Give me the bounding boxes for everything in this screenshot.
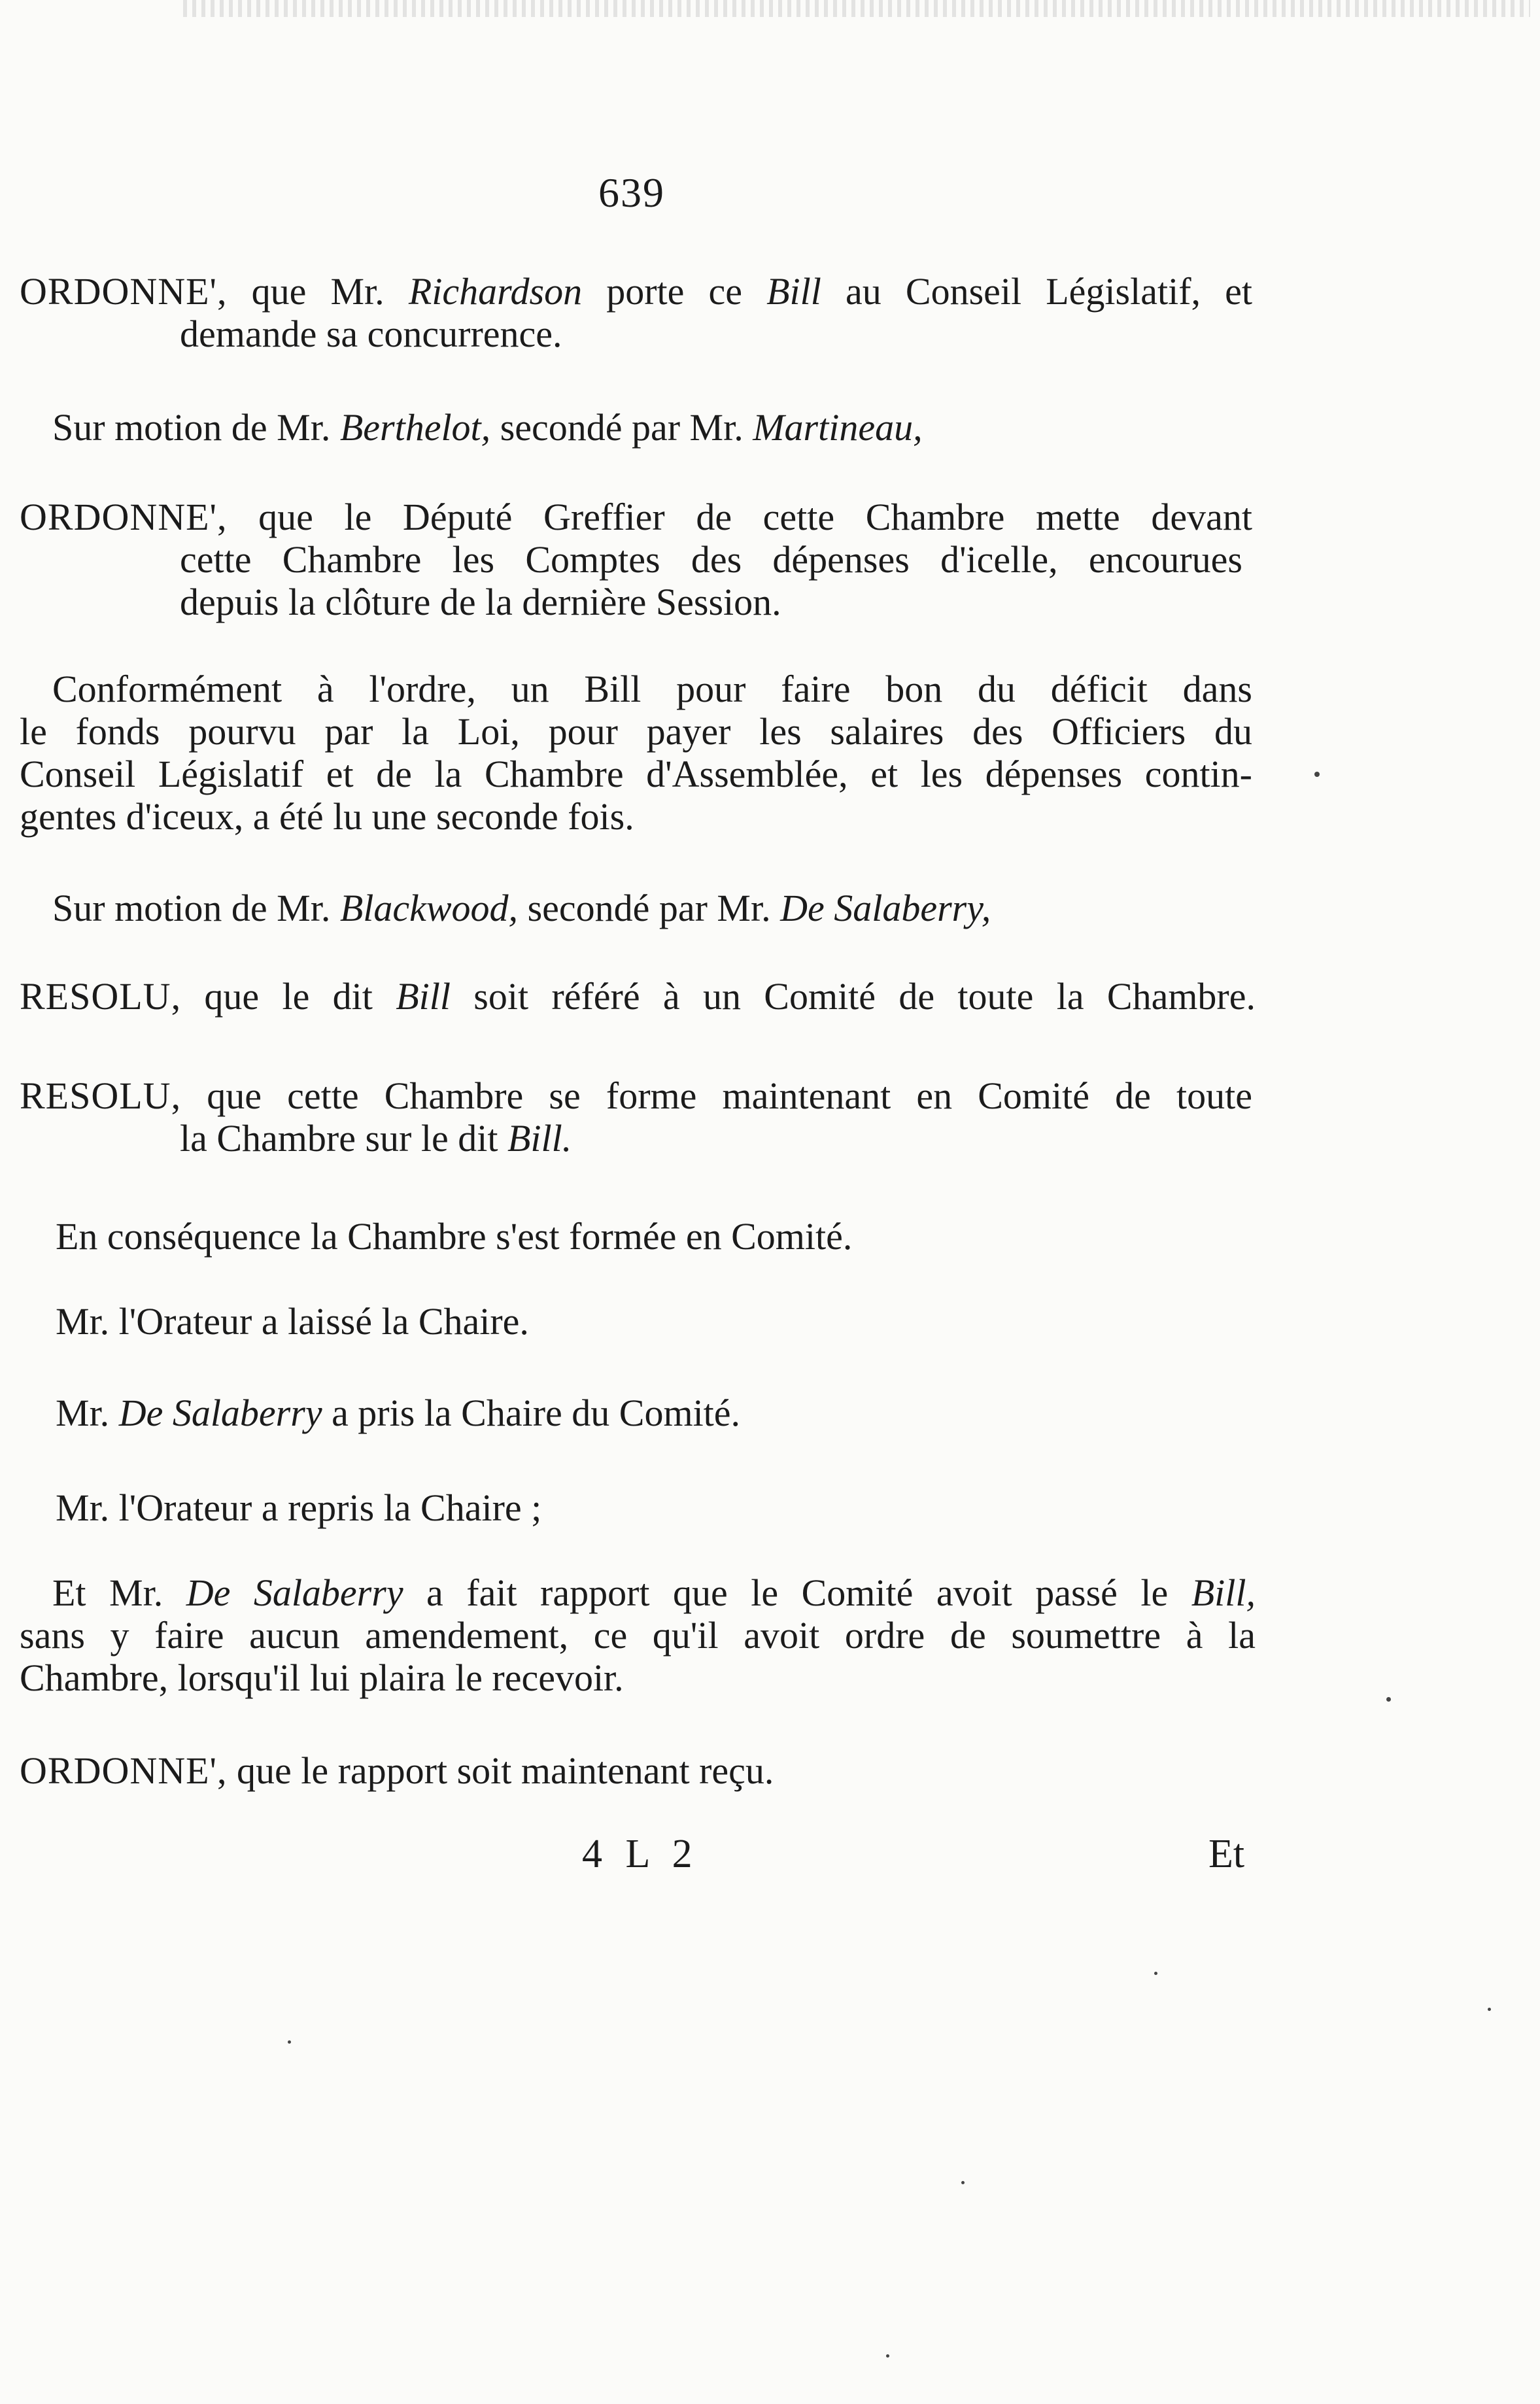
text-run: que le Député Greffier de cette Chambre mette devant — [227, 496, 1252, 538]
text-line — [20, 268, 1252, 315]
text-run: a pris la Chaire du Comité. — [322, 1392, 741, 1434]
text-line: Chambre, lorsqu'il lui plaira le recevoir. — [20, 1657, 624, 1699]
ink-speck — [886, 2354, 889, 2358]
name-italic: De Salaberry — [118, 1392, 322, 1434]
text-line: gentes d'iceux, a été lu une seconde fois. — [20, 795, 634, 838]
bill-italic: Bill, — [1191, 1571, 1256, 1614]
text-run: que le dit — [181, 975, 396, 1018]
bill-italic: Bill — [396, 975, 451, 1018]
text-line — [52, 1570, 1256, 1617]
bleed-through-strip — [183, 0, 1530, 17]
ink-speck — [1488, 2008, 1491, 2011]
ink-speck — [1386, 1697, 1391, 1702]
text-run: Sur motion de Mr. — [52, 406, 340, 449]
text-run: secondé par Mr. — [490, 406, 753, 449]
text-line — [20, 1747, 774, 1794]
text-line: depuis la clôture de la dernière Session. — [180, 581, 781, 623]
text-line: Conformément à l'ordre, un Bill pour faire bon du déficit dans — [52, 668, 1252, 710]
text-line — [20, 494, 1252, 541]
bill-italic: Bill. — [507, 1117, 572, 1159]
text-line: En conséquence la Chambre s'est formée en Comité. — [56, 1215, 853, 1258]
name-italic: Richardson — [408, 270, 583, 313]
ordonne-label: ORDONNE', — [20, 270, 228, 313]
text-line: le fonds pourvu par la Loi, pour payer les salaires des Officiers du — [20, 710, 1252, 753]
signature-mark: 4 L 2 — [582, 1832, 699, 1876]
name-italic: De Salaberry, — [780, 887, 991, 929]
text-run: Mr. — [56, 1392, 119, 1434]
catchword: Et — [1208, 1832, 1245, 1876]
text-run: que cette Chambre se forme maintenant en Comité de toute — [181, 1074, 1252, 1117]
text-line — [56, 1390, 740, 1437]
text-line — [52, 885, 991, 932]
text-run: Et Mr. — [52, 1571, 186, 1614]
text-run: soit référé à un Comité de toute la Chambre. — [450, 975, 1256, 1018]
text-line: Mr. l'Orateur a laissé la Chaire. — [56, 1300, 529, 1343]
text-line: Mr. l'Orateur a repris la Chaire ; — [56, 1486, 542, 1529]
text-run: Sur motion de Mr. — [52, 887, 340, 929]
name-italic: De Salaberry — [186, 1571, 403, 1614]
text-line: sans y faire aucun amendement, ce qu'il avoit ordre de soumettre à la — [20, 1614, 1256, 1657]
text-run: la Chambre sur le dit — [180, 1117, 507, 1159]
text-line — [20, 973, 1256, 1020]
text-line: cette Chambre les Comptes des dépenses d'icelle, encourues — [180, 538, 1242, 581]
resolu-label: RESOLU, — [20, 975, 182, 1018]
text-line: Conseil Législatif et de la Chambre d'Assemblée, et les dépenses contin- — [20, 753, 1252, 795]
text-run: que le rapport soit maintenant reçu. — [227, 1749, 774, 1792]
ordonne-label: ORDONNE', — [20, 1749, 228, 1792]
name-italic: Blackwood, — [339, 887, 519, 929]
name-italic: Berthelot, — [339, 406, 491, 449]
ink-speck — [961, 2181, 965, 2184]
text-run: secondé par Mr. — [518, 887, 781, 929]
text-run: que Mr. — [227, 270, 409, 313]
page-number: 639 — [598, 169, 665, 216]
text-run: a fait rapport que le Comité avoit passé le — [403, 1571, 1191, 1614]
text-line — [20, 1073, 1252, 1120]
text-run: porte ce — [582, 270, 767, 313]
text-line — [180, 1115, 572, 1162]
ordonne-label: ORDONNE', — [20, 496, 228, 538]
name-italic: Martineau, — [753, 406, 923, 449]
resolu-label: RESOLU, — [20, 1074, 182, 1117]
ink-speck — [288, 2040, 291, 2044]
bill-italic: Bill — [766, 270, 821, 313]
text-line: demande sa concurrence. — [180, 313, 562, 355]
ink-speck — [1314, 772, 1320, 777]
ink-speck — [1154, 1972, 1157, 1975]
text-line — [52, 404, 923, 451]
text-run: au Conseil Législatif, et — [821, 270, 1252, 313]
